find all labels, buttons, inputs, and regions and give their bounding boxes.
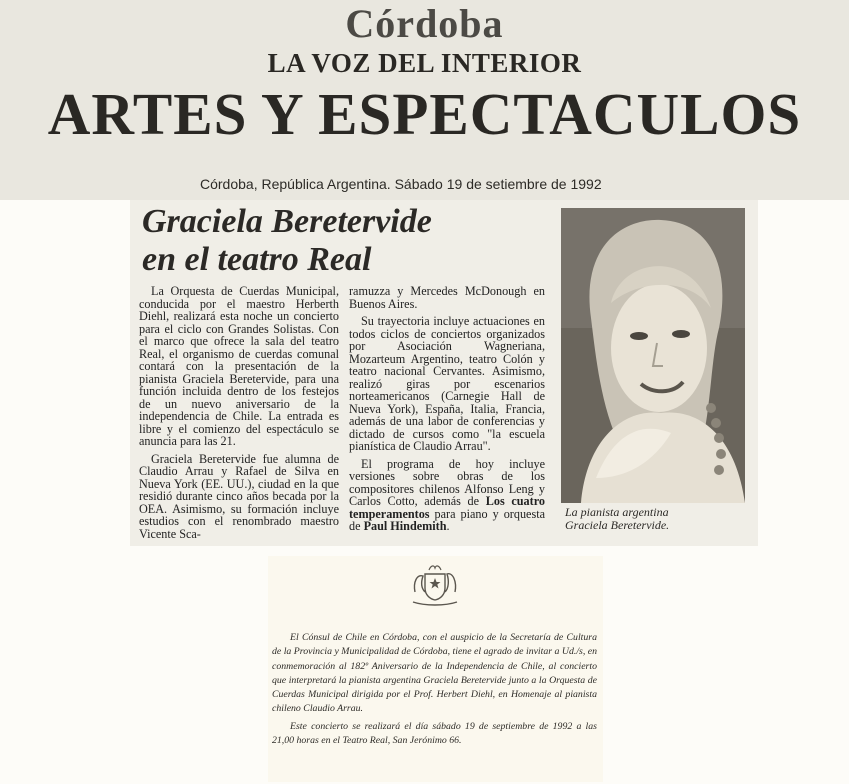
article-paragraph: Graciela Beretervide fue alumna de Claudio Arrau y Rafael de Silva en Nueva York (EE. UU.), ciudad en la que residió durante cinco años becada por la OEA. Asimismo, su formación incluye estudios con el renombrado maestro Vicente Sca- <box>139 451 339 541</box>
article-paragraph: Su trayectoria incluye actuaciones en todos ciclos de conciertos organizados por Asociación Wagneriana, Mozarteum Argentino, teatro Colón y teatro nacional Cervantes. Asimismo, realizó giras por escenarios norteamericanos (Carnegie Hall de Nueva York), España, Italia, Francia, además de una labor de conferencias y dictado de cursos como "la escuela pianística de Claudio Arrau". <box>349 314 545 453</box>
invitation-paragraph: Este concierto se realizará el día sábado 19 de septiembre de 1992 a las 21,00 horas en el Teatro Real, San Jerónimo 66. <box>272 720 597 747</box>
program-text: para piano y orquesta de <box>349 506 545 533</box>
caption-line-1: La pianista argentina <box>565 505 669 519</box>
article-column-2 <box>349 285 545 538</box>
masthead-section-title: ARTES Y ESPECTACULOS <box>47 81 802 147</box>
caption-line-2: Graciela Beretervide. <box>565 518 670 532</box>
program-text: . <box>446 519 450 533</box>
masthead-paper-name: LA VOZ DEL INTERIOR <box>267 48 582 78</box>
program-work-title: Los cuatro temperamentos <box>349 494 545 521</box>
article-paragraph <box>349 458 545 533</box>
pianist-portrait-photo <box>561 208 745 503</box>
chilean-coat-of-arms-icon <box>407 562 463 608</box>
article-paragraph: La Orquesta de Cuerdas Municipal, conducida por el maestro Herberth Diehl, realizará esta noche un concierto para el ciclo con Grandes Solistas. Con el marco que ofrece la sala del teatro Real, el organismo de cuerdas comunal contará con la presentación de la pianista Graciela Beretervide, para una función incluida dentro de los festejos de un nuevo aniversario de la independencia de Chile. La entrada es libre y el comienzo del espectáculo se anuncia para las 21. <box>139 284 339 448</box>
headline-line-1: Graciela Beretervide <box>142 203 432 240</box>
program-composer: Paul Hindemith <box>363 519 447 533</box>
headline-line-2: en el teatro Real <box>142 241 372 278</box>
dateline: Córdoba, República Argentina. Sábado 19 de setiembre de 1992 <box>200 176 602 192</box>
invitation-text <box>272 631 597 751</box>
masthead-city: Córdoba <box>345 1 504 46</box>
article-paragraph: ramuzza y Mercedes McDonough en Buenos Aires. <box>349 284 545 311</box>
photo-caption <box>565 506 745 532</box>
article-headline <box>142 203 542 279</box>
article-column-1 <box>139 285 339 545</box>
program-text: El programa de hoy incluye versiones sobre obras de los compositores chilenos Alfonso Leng y Carlos Cotto, además de <box>349 456 545 508</box>
invitation-paragraph: El Cónsul de Chile en Córdoba, con el auspicio de la Secretaría de Cultura de la Provincia y Municipalidad de Córdoba, tiene el agrado de invitar a Ud./s, en conmemoración al 182º Aniversario de la Independencia de Chile, al concierto que interpretará la pianista argentina Graciela Beretervide junto a la Orquesta de Cuerdas Municipal dirigida por el Prof. Herbert Diehl, en Homenaje al pianista chileno Claudio Arrau. <box>272 632 597 715</box>
